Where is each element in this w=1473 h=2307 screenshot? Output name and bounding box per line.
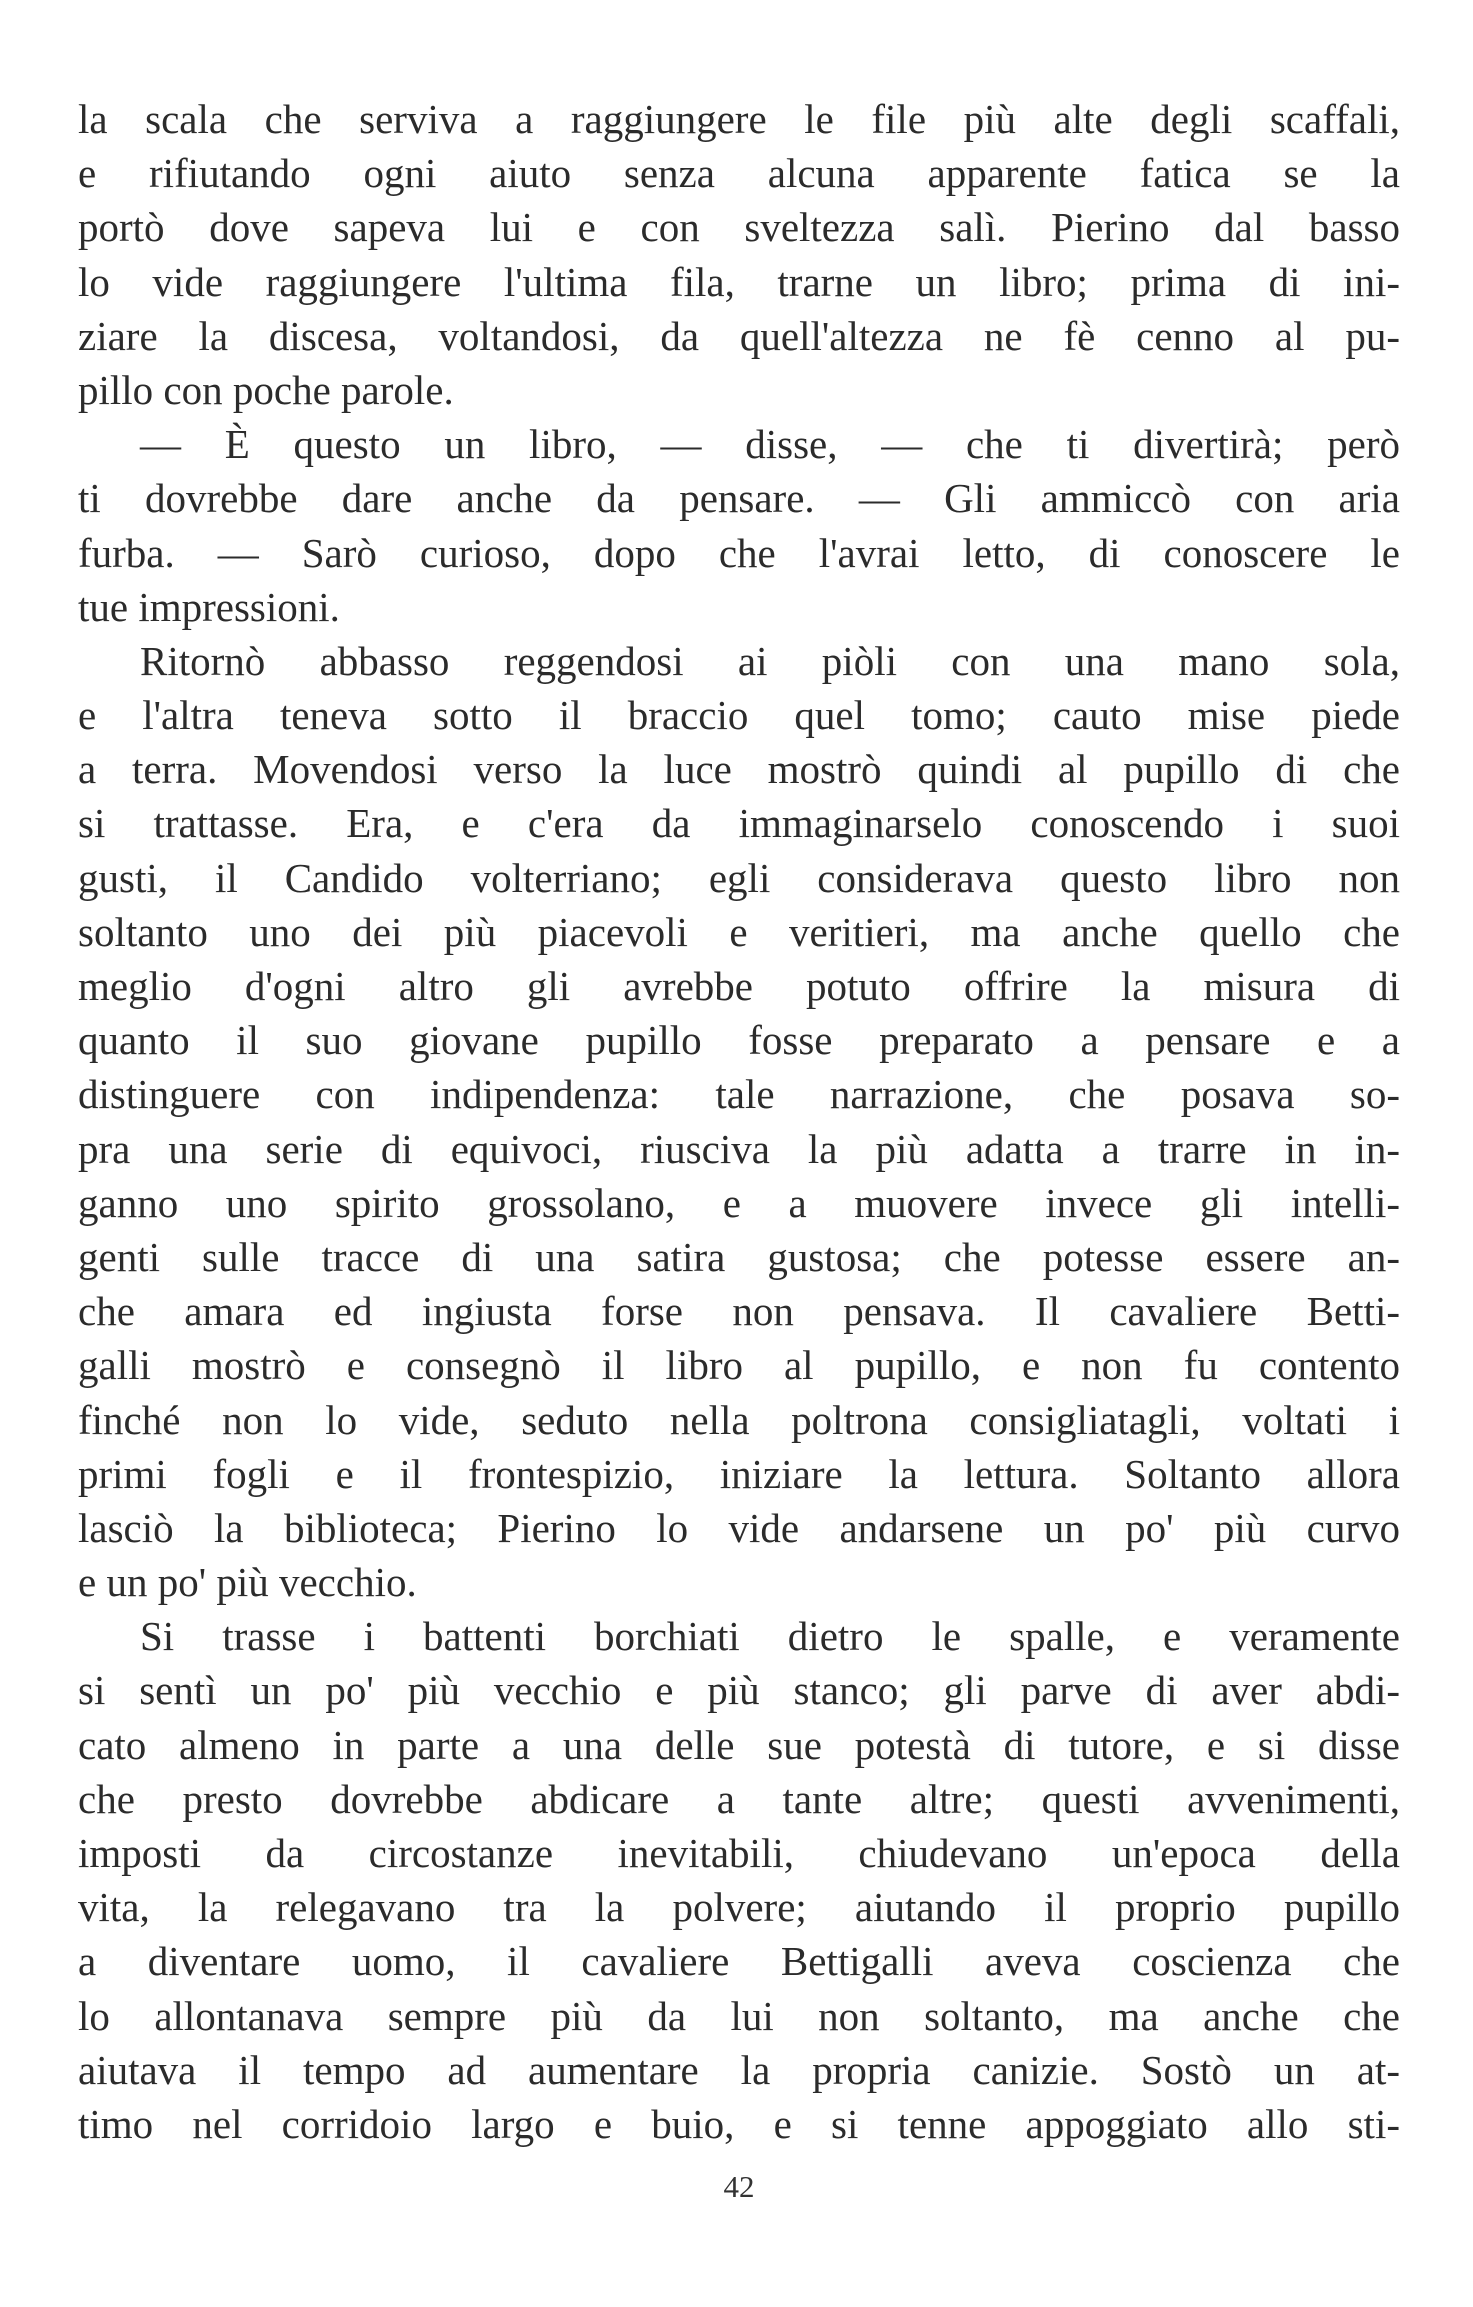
paragraph-start-line: Ritornò abbasso reggendosi ai piòli con una mano sola,: [140, 637, 1400, 684]
text-line: aiutava il tempo ad aumentare la propria canizie. Sostò un at-: [78, 2046, 1400, 2093]
paragraph-start-line: — È questo un libro, — disse, — che ti divertirà; però: [140, 421, 1400, 468]
text-line: a diventare uomo, il cavaliere Bettigalli aveva coscienza che: [78, 1938, 1400, 1985]
text-line: vita, la relegavano tra la polvere; aiutando il proprio pupillo: [78, 1884, 1400, 1931]
text-line: e un po' più vecchio.: [78, 1559, 417, 1606]
text-line: e l'altra teneva sotto il braccio quel tomo; cauto mise piede: [78, 692, 1400, 739]
text-line: lo vide raggiungere l'ultima fila, trarne un libro; prima di ini-: [78, 258, 1400, 305]
text-line: primi fogli e il frontespizio, iniziare la lettura. Soltanto allora: [78, 1450, 1400, 1497]
text-line: e rifiutando ogni aiuto senza alcuna apparente fatica se la: [78, 150, 1400, 197]
text-line: pra una serie di equivoci, riusciva la più adatta a trarre in in-: [78, 1125, 1400, 1172]
book-page: [78, 92, 1400, 2272]
text-line: genti sulle tracce di una satira gustosa; che potesse essere an-: [78, 1233, 1400, 1280]
text-line: finché non lo vide, seduto nella poltrona consigliatagli, voltati i: [78, 1396, 1400, 1443]
text-line: quanto il suo giovane pupillo fosse preparato a pensare e a: [78, 1017, 1400, 1064]
text-line: distinguere con indipendenza: tale narrazione, che posava so-: [78, 1071, 1400, 1118]
text-line: lasciò la biblioteca; Pierino lo vide andarsene un po' più curvo: [78, 1504, 1400, 1551]
text-line: meglio d'ogni altro gli avrebbe potuto offrire la misura di: [78, 963, 1400, 1009]
page-number: 42: [723, 2169, 755, 2204]
text-line: tue impressioni.: [78, 583, 340, 630]
text-line: gusti, il Candido volterriano; egli considerava questo libro non: [78, 854, 1400, 901]
paragraph-start-line: Si trasse i battenti borchiati dietro le spalle, e veramente: [140, 1613, 1400, 1660]
text-line: si sentì un po' più vecchio e più stanco; gli parve di aver abdi-: [78, 1667, 1400, 1714]
text-line: lo allontanava sempre più da lui non soltanto, ma anche che: [78, 1992, 1400, 2039]
text-line: la scala che serviva a raggiungere le file più alte degli scaffali,: [78, 96, 1400, 142]
text-line: portò dove sapeva lui e con sveltezza salì. Pierino dal basso: [78, 204, 1400, 251]
text-line: furba. — Sarò curioso, dopo che l'avrai letto, di conoscere le: [78, 529, 1400, 576]
text-line: cato almeno in parte a una delle sue potestà di tutore, e si disse: [78, 1721, 1400, 1768]
text-line: galli mostrò e consegnò il libro al pupillo, e non fu contento: [78, 1342, 1400, 1389]
text-line: che presto dovrebbe abdicare a tante altre; questi avvenimenti,: [78, 1775, 1400, 1822]
text-line: ti dovrebbe dare anche da pensare. — Gli ammiccò con aria: [78, 475, 1400, 522]
text-line: ziare la discesa, voltandosi, da quell'altezza ne fè cenno al pu-: [78, 312, 1400, 359]
text-line: a terra. Movendosi verso la luce mostrò quindi al pupillo di che: [78, 746, 1400, 793]
text-line: che amara ed ingiusta forse non pensava. Il cavaliere Betti-: [78, 1288, 1400, 1335]
text-line: si trattasse. Era, e c'era da immaginarselo conoscendo i suoi: [78, 800, 1400, 847]
text-line: pillo con poche parole.: [78, 366, 454, 413]
text-line: imposti da circostanze inevitabili, chiudevano un'epoca della: [78, 1830, 1400, 1876]
body-text: [78, 92, 1400, 2151]
text-line: ganno uno spirito grossolano, e a muovere invece gli intelli-: [78, 1179, 1400, 1226]
text-line: timo nel corridoio largo e buio, e si tenne appoggiato allo sti-: [78, 2100, 1400, 2147]
text-line: soltanto uno dei più piacevoli e veritieri, ma anche quello che: [78, 908, 1400, 955]
